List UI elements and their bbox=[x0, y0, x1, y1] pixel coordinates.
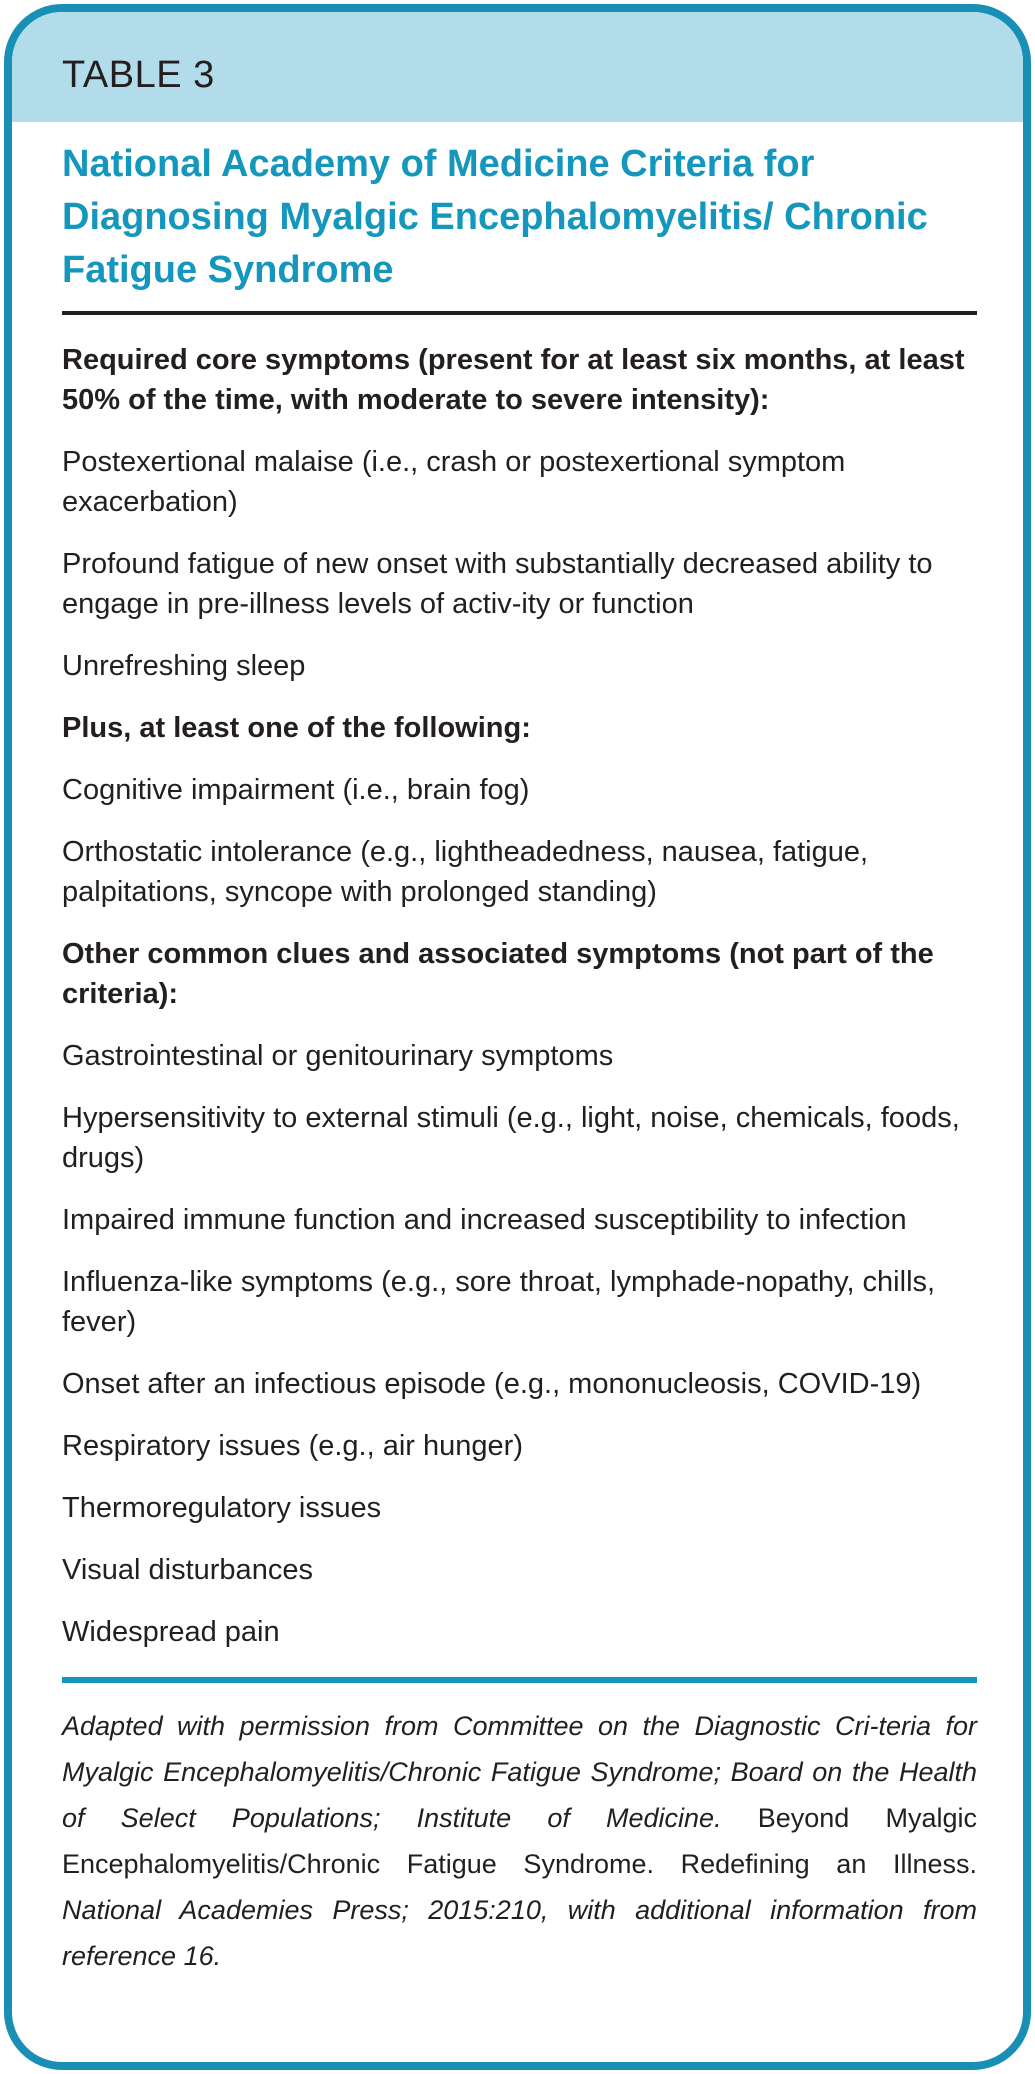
footnote-publisher: National Academies Press; 2015:210, with additional information from reference 16. bbox=[62, 1895, 977, 1971]
section-heading: Required core symptoms (present for at least six months, at least 50% of the time, with moderate to severe intensity): bbox=[62, 344, 965, 416]
criteria-item: Onset after an infectious episode (e.g., mononucleosis, COVID-19) bbox=[62, 1368, 922, 1400]
title-divider bbox=[62, 311, 977, 315]
criteria-list bbox=[62, 335, 977, 1669]
criteria-item: Profound fatigue of new onset with substantially decreased ability to engage in pre-illness levels of activ-ity or function bbox=[62, 548, 933, 620]
footnote-divider bbox=[62, 1677, 977, 1683]
table-box bbox=[4, 4, 1031, 2070]
criteria-item: Influenza-like symptoms (e.g., sore throat, lymphade-nopathy, chills, fever) bbox=[62, 1266, 936, 1338]
criteria-item: Visual disturbances bbox=[62, 1554, 313, 1586]
criteria-item: Unrefreshing sleep bbox=[62, 650, 306, 682]
criteria-item: Orthostatic intolerance (e.g., lightheadedness, nausea, fatigue, palpitations, syncope with prolonged standing) bbox=[62, 836, 869, 908]
criteria-item: Widespread pain bbox=[62, 1616, 280, 1648]
footnote-source: Adapted with permission from Committee on the Diagnostic Cri-teria for Myalgic Encephalomyelitis/Chronic Fatigue Syndrome; Board on the Health of Select Populations; Institute of Medicine. bbox=[62, 1711, 977, 1833]
criteria-item: Cognitive impairment (i.e., brain fog) bbox=[62, 774, 530, 806]
table-title: National Academy of Medicine Criteria for Diagnosing Myalgic Encephalomyelitis/ Chronic Fatigue Syndrome bbox=[62, 143, 928, 291]
table-content bbox=[62, 138, 977, 1979]
criteria-item: Hypersensitivity to external stimuli (e.g., light, noise, chemicals, foods, drugs) bbox=[62, 1102, 960, 1174]
criteria-item: Respiratory issues (e.g., air hunger) bbox=[62, 1430, 523, 1462]
table-header bbox=[12, 12, 1023, 122]
criteria-item: Postexertional malaise (i.e., crash or postexertional symptom exacerbation) bbox=[62, 446, 846, 518]
table-label: TABLE 3 bbox=[62, 54, 215, 96]
criteria-item: Thermoregulatory issues bbox=[62, 1492, 382, 1524]
criteria-item: Impaired immune function and increased susceptibility to infection bbox=[62, 1204, 907, 1236]
footnote bbox=[62, 1703, 977, 1979]
section-heading: Plus, at least one of the following: bbox=[62, 712, 531, 744]
footnote-book-title: Beyond Myalgic Encephalomyelitis/Chronic Fatigue Syndrome. Redefining an Illness. bbox=[62, 1803, 977, 1879]
section-heading: Other common clues and associated symptoms (not part of the criteria): bbox=[62, 938, 934, 1010]
criteria-item: Gastrointestinal or genitourinary symptoms bbox=[62, 1040, 614, 1072]
